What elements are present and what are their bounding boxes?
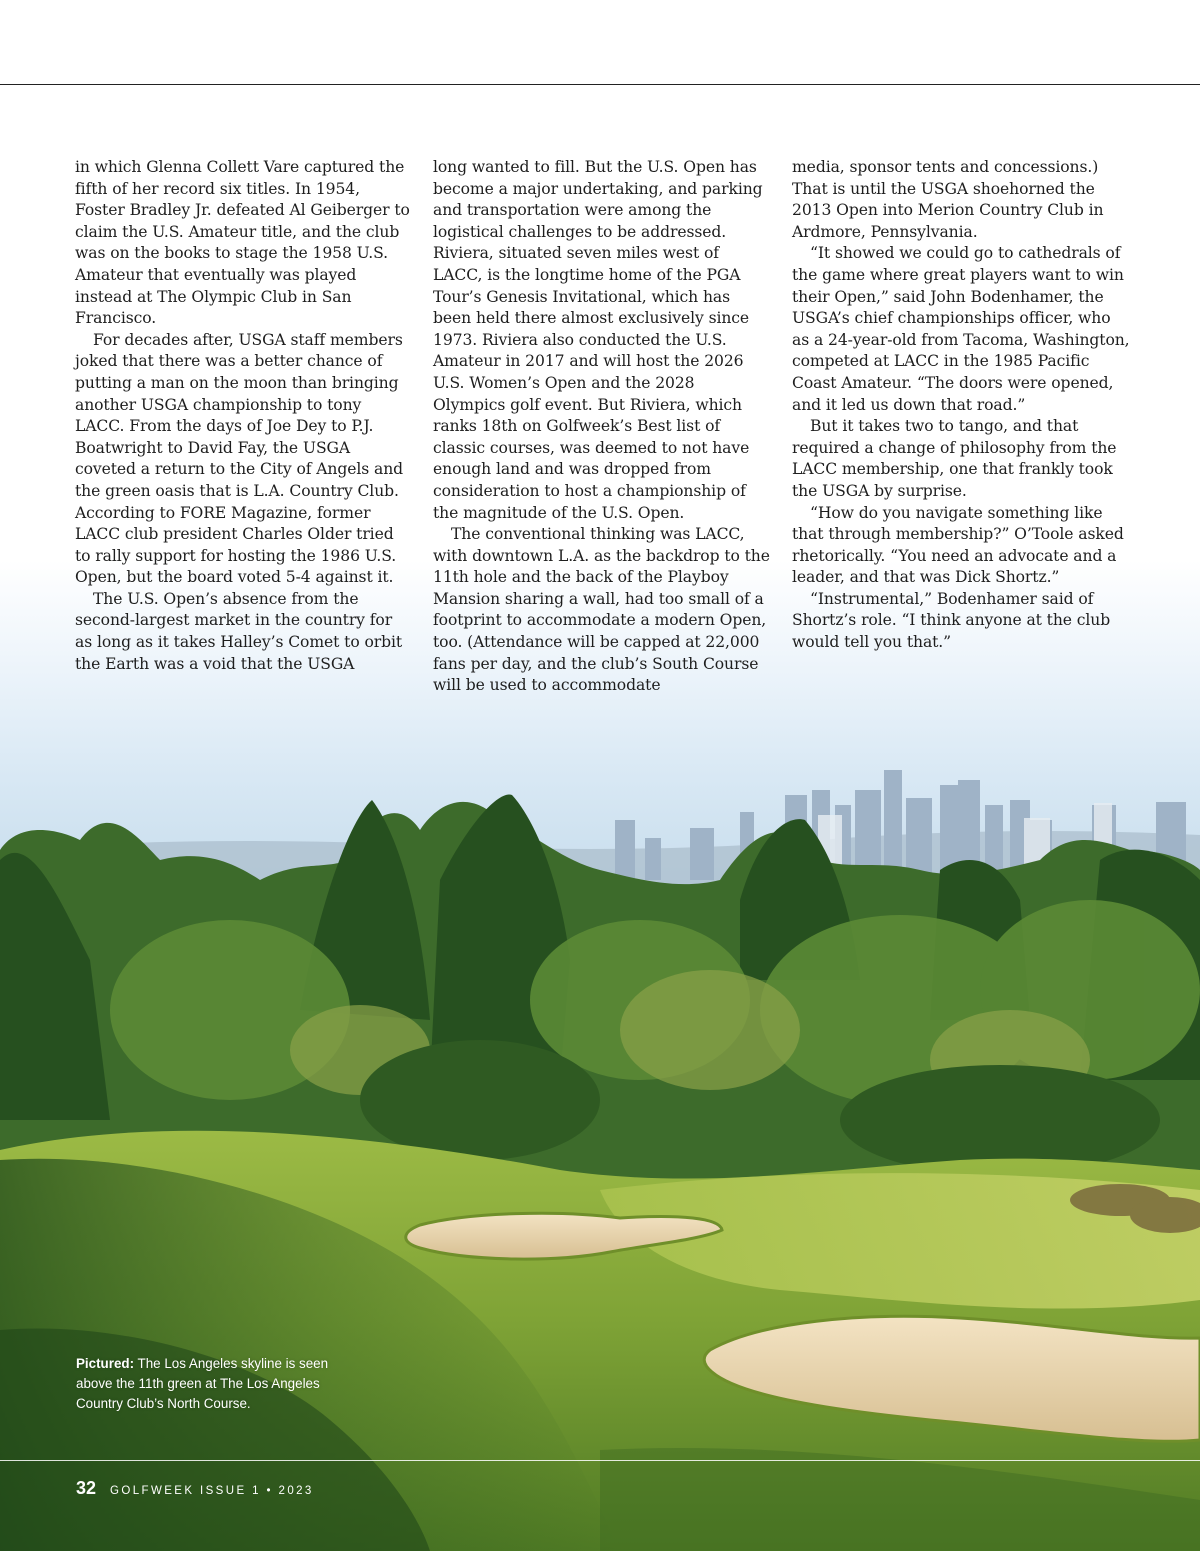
paragraph: in which Glenna Collett Vare captured the fifth of her record six titles. In 1954, Foster Bradley Jr. defeated Al Geiberger to claim the U.S. Amateur title, and the club was on the books to stage the 1958 U.S. Amateur that eventually was played instead at The Olympic Club in San Francisco. bbox=[75, 158, 410, 328]
paragraph: media, sponsor tents and concessions.) That is until the USGA shoehorned the 2013 Open into Merion Country Club in Ardmore, Pennsylvania. bbox=[792, 158, 1104, 241]
caption-text: The Los Angeles skyline is seen above the 11th green at The Los Angeles Country Club’s North Course. bbox=[76, 1356, 329, 1411]
article-column-3 bbox=[792, 157, 1130, 654]
header-rule bbox=[0, 84, 1200, 85]
paragraph: For decades after, USGA staff members joked that there was a better chance of putting a man on the moon than bringing another USGA championship to tony LACC. From the days of Joe Dey to P.J. Boatwright to David Fay, the USGA coveted a return to the City of Angels and the green oasis that is L.A. Country Club. According to FORE Magazine, former LACC club president Charles Older tried to rally support for hosting the 1986 U.S. Open, but the board voted 5-4 against it. bbox=[75, 330, 404, 587]
page-footer bbox=[76, 1478, 314, 1499]
paragraph: But it takes two to tango, and that required a change of philosophy from the LACC membership, one that frankly took the USGA by surprise. bbox=[792, 417, 1117, 500]
paragraph: The conventional thinking was LACC, with downtown L.A. as the backdrop to the 11th hole and the back of the Playboy Mansion sharing a wall, had too small of a footprint to accommodate a modern Open, too. (Attendance will be capped at 22,000 fans per day, and the club’s South Course will be used to accommodate bbox=[433, 525, 770, 695]
article-column-2 bbox=[433, 157, 771, 697]
article-column-1 bbox=[75, 157, 413, 675]
paragraph: long wanted to fill. But the U.S. Open has become a major undertaking, and parking and transportation were among the logistical challenges to be addressed. Riviera, situated seven miles west of LACC, is the longtime home of the PGA Tour’s Genesis Invitational, which has been held there almost exclusively since 1973. Riviera also conducted the U.S. Amateur in 2017 and will host the 2026 U.S. Women’s Open and the 2028 Olympics golf event. But Riviera, which ranks 18th on Golfweek’s Best list of classic courses, was deemed to not have enough land and was dropped from consideration to host a championship of the magnitude of the U.S. Open. bbox=[433, 158, 763, 522]
caption-lead: Pictured: bbox=[76, 1356, 135, 1371]
page-number: 32 bbox=[76, 1478, 97, 1498]
paragraph: “It showed we could go to cathedrals of the game where great players want to win their Open,” said John Bodenhamer, the USGA’s chief championships officer, who as a 24-year-old from Tacoma, Washington, competed at LACC in the 1985 Pacific Coast Amateur. “The doors were opened, and it led us down that road.” bbox=[792, 244, 1130, 414]
paragraph: “How do you navigate something like that through membership?” O’Toole asked rhetorically. “You need an advocate and a leader, and that was Dick Shortz.” bbox=[792, 503, 1124, 587]
paragraph: The U.S. Open’s absence from the second-largest market in the country for as long as it takes Halley’s Comet to orbit the Earth was a void that the USGA bbox=[75, 589, 403, 673]
photo-caption bbox=[76, 1354, 366, 1414]
publication-issue: GOLFWEEK ISSUE 1 • 2023 bbox=[110, 1485, 314, 1497]
footer-rule bbox=[0, 1460, 1200, 1461]
paragraph: “Instrumental,” Bodenhamer said of Shortz’s role. “I think anyone at the club would tell you that.” bbox=[792, 589, 1111, 652]
